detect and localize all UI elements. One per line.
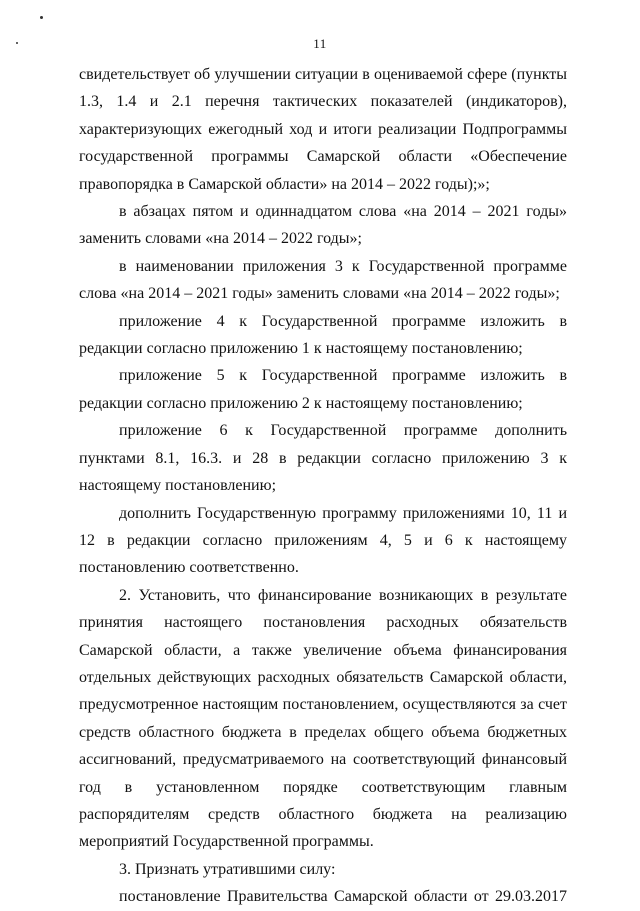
paragraph-appendices-10-12: дополнить Государственную программу приложениями 10, 11 и 12 в редакции согласно приложениям 4, 5 и 6 к настоящему постановлению соответственно. — [79, 504, 567, 577]
document-body — [79, 61, 567, 911]
paragraph-appendix-4: приложение 4 к Государственной программе изложить в редакции согласно приложению 1 к настоящему постановлению; — [79, 312, 567, 358]
paragraph-appendix-3-title: в наименовании приложения 3 к Государственной программе слова «на 2014 – 2021 годы» заменить словами «на 2014 – 2022 годы»; — [79, 257, 567, 303]
paragraph-item-2-financing: 2. Установить, что финансирование возникающих в результате принятия настоящего постановления расходных обязательств Самарской области, а также увеличение объема финансирования отдельных действующих расходных обязательств Самарской области, предусмотренное настоящим постановлением, осуществляются за счет средств областного бюджета в пределах общего объема бюджетных ассигнований, предусматриваемого на соответствующий финансовый год в установленном порядке соответствующим главным распорядителям средств областного бюджета на реализацию мероприятий Государственной программы. — [79, 586, 567, 851]
paragraph-resolution-reference: постановление Правительства Самарской области от 29.03.2017 — [119, 888, 567, 906]
scan-artifact-dot — [40, 16, 43, 19]
paragraph-continuation: свидетельствует об улучшении ситуации в оцениваемой сфере (пункты 1.3, 1.4 и 2.1 перечня тактических показателей (индикаторов), характеризующих ежегодный ход и итоги реализации Подпрограммы государственной программы Самарской области «Обеспечение правопорядка в Самарской области» на 2014 – 2022 годы);»; — [79, 66, 567, 193]
paragraph-abzac-replacement: в абзацах пятом и одиннадцатом слова «на 2014 – 2021 годы» заменить словами «на 2014 – 2022 годы»; — [79, 203, 567, 248]
paragraph-appendix-6: приложение 6 к Государственной программе дополнить пунктами 8.1, 16.3. и 28 в редакции согласно приложению 3 к настоящему постановлению; — [79, 422, 567, 495]
page-number: 11 — [313, 36, 327, 51]
paragraph-appendix-5: приложение 5 к Государственной программе изложить в редакции согласно приложению 2 к настоящему постановлению; — [79, 367, 567, 412]
paragraph-item-3-heading: 3. Признать утратившими силу: — [119, 860, 336, 878]
